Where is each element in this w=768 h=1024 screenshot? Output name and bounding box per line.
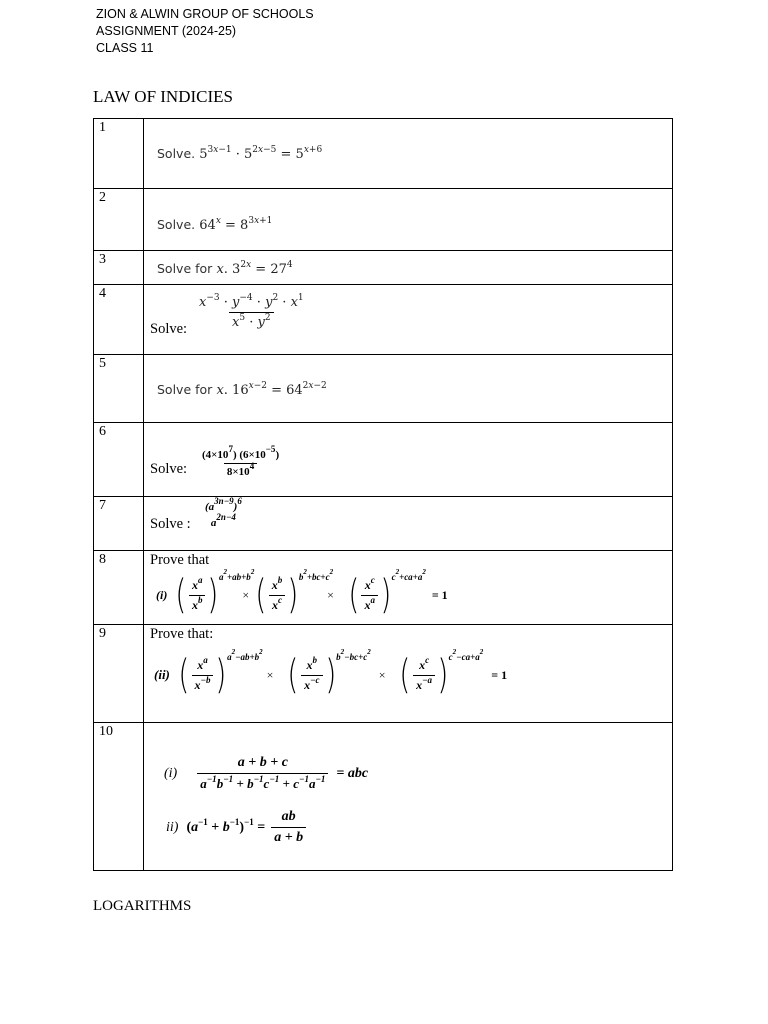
question-body xyxy=(144,355,673,423)
section-title-logarithms: LOGARITHMS xyxy=(93,898,192,914)
identity-expression: (ii) ( $\frac{x^a}{x^{-b}}$ ) $a^2-ab+b^2$ × ( $\frac{x^b}{x^{-c}}$ ) $b^2-bc+c^2$ × ( $\frac{x^c}{x^{-a}}$ ) $c^2-ca+a^2$ = 1 xyxy=(154,648,508,698)
question-body: Solve: $\frac{x^{-3} \cdot y^{-4} \cdot y^2 \cdot x^1}{x^5 \cdot y^2}$ xyxy=(144,285,673,355)
question-number: 4 xyxy=(94,285,144,355)
question-row xyxy=(94,423,673,497)
question-body xyxy=(144,251,673,285)
questions-table xyxy=(93,118,673,871)
fraction-expression: $\frac{(4\times 10^7) (6\times 10^{-5})}{8\times 10^4}$ xyxy=(202,444,280,478)
question-body xyxy=(144,189,673,251)
assignment-title: ASSIGNMENT (2024-25) xyxy=(96,24,237,38)
question-number: 7 xyxy=(94,497,144,551)
question-row xyxy=(94,497,673,551)
equation: Solve. $5^{3x-1} \cdot 5^{2x-5} = 5^{x+6}$ xyxy=(157,145,323,162)
question-row xyxy=(94,723,673,871)
identity-ii: ii) $(a^{-1} + b^{-1})^{-1}$ = $\frac{ab}{a + b}$ xyxy=(166,809,306,846)
question-body xyxy=(144,119,673,189)
question-body: Prove that: (ii) ( $\frac{x^a}{x^{-b}}$ ) $a^2-ab+b^2$ × ( $\frac{x^b}{x^{-c}}$ ) $b^2-bc+c^2$ × ( $\frac{x^c}{x^{-a}}$ ) $c^2-ca+a^2$ = 1 xyxy=(144,625,673,723)
question-number: 6 xyxy=(94,423,144,497)
question-number: 3 xyxy=(94,251,144,285)
identity-expression: (i) ( $\frac{x^a}{x^b}$ ) $a^2+ab+b^2$ × ( $\frac{x^b}{x^c}$ ) $b^2+bc+c^2$ × ( $\frac{x^c}{x^a}$ ) $c^2+ca+a^2$ = 1 xyxy=(156,568,448,618)
question-row xyxy=(94,119,673,189)
document-header xyxy=(96,6,314,57)
question-number: 9 xyxy=(94,625,144,723)
question-number: 2 xyxy=(94,189,144,251)
question-row xyxy=(94,251,673,285)
question-number: 10 xyxy=(94,723,144,871)
question-row xyxy=(94,625,673,723)
fraction-expression: $(a^{3n-9})^6$ $a^{2n-4}$ xyxy=(205,496,242,529)
question-number: 1 xyxy=(94,119,144,189)
identity-i: (i) $\frac{a + b + c}{a^{-1}b^{-1} + b^{-1}c^{-1} + c^{-1}a^{-1}}$ = abc xyxy=(164,755,369,791)
question-row xyxy=(94,285,673,355)
question-body: Solve : $(a^{3n-9})^6$ $a^{2n-4}$ xyxy=(144,497,673,551)
question-body: Prove that (i) ( $\frac{x^a}{x^b}$ ) $a^2+ab+b^2$ × ( $\frac{x^b}{x^c}$ ) $b^2+bc+c^2$ × ( $\frac{x^c}{x^a}$ ) $c^2+ca+a^2$ = 1 xyxy=(144,551,673,625)
question-body xyxy=(144,723,673,871)
class-label: CLASS 11 xyxy=(96,41,154,55)
numerator: a + b + c xyxy=(237,755,288,770)
equation: Solve for x. $3^{2x} = 27^4$ xyxy=(157,260,293,277)
fraction-expression: $\frac{x^{-3} \cdot y^{-4} \cdot y^2 \cdot x^1}{x^5 \cdot y^2}$ xyxy=(199,293,304,330)
school-name: ZION & ALWIN GROUP OF SCHOOLS xyxy=(96,7,314,21)
question-row xyxy=(94,355,673,423)
question-row xyxy=(94,551,673,625)
question-row xyxy=(94,189,673,251)
equation: Solve for x. $16^{x-2} = 64^{2x-2}$ xyxy=(157,381,327,398)
equation: Solve. $64^x = 8^{3x+1}$ xyxy=(157,216,273,233)
section-title-indices: LAW OF INDICIES xyxy=(93,87,233,106)
question-body: Solve: $\frac{(4\times 10^7) (6\times 10^{-5})}{8\times 10^4}$ xyxy=(144,423,673,497)
question-number: 8 xyxy=(94,551,144,625)
question-number: 5 xyxy=(94,355,144,423)
